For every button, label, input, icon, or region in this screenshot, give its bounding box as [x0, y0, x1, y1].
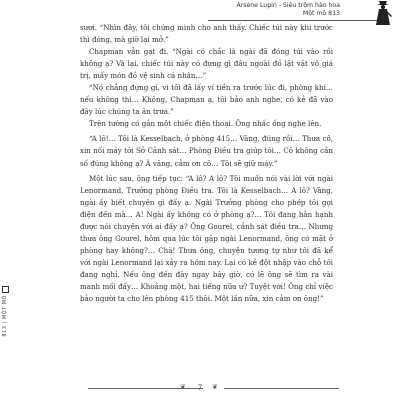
- spine-square-icon: [2, 286, 9, 293]
- paragraph: “A lô!… Tôi là Kesselbach, ở phòng 415… Vâng, đúng rồi… Thưa cô, xin nối máy tới Sở Cảnh sát… Phòng Điều tra giúp tôi… Cô không cần số đúng không ạ? À vâng, cảm ơn cô… Tôi sẽ giữ máy.”: [80, 134, 333, 168]
- ornament-icon: ❦: [180, 383, 186, 391]
- paragraph: Chapman vẫn gạt đi. “Ngài có chắc là ngài đã đóng túi vào rồi không ạ? Và lại, chiếc túi này có đựng gì đâu ngoài đồ lặt vặt vô giá trị, mấy món đồ vệ sinh cá nhân…”: [80, 47, 333, 81]
- page-number: 7: [197, 384, 203, 392]
- spine-tag: [2, 286, 10, 344]
- paragraph: Trên tường có gắn một chiếc điện thoại. Ông nhấc ống nghe lên.: [89, 119, 322, 129]
- running-header: [236, 2, 374, 18]
- header-series: Arsène Lupin - Siêu trộm hào hoa: [236, 2, 340, 9]
- footer-rule-right: [224, 388, 339, 389]
- header-rule: [208, 20, 378, 21]
- spine-text: 813 | MỘT MÔ: [2, 295, 8, 337]
- page-footer: [0, 384, 400, 394]
- ornament-icon: ❦: [212, 383, 218, 391]
- silhouette-icon: [370, 0, 396, 26]
- paragraph: “Nó chẳng đựng gì, vì tôi đã lấy ví tiền ra trước lúc đi, phòng khi… nếu không thì… Không, Chapman ạ, tôi bảo anh nghe, có kẻ đã vào đây lúc chúng ta ăn trưa.”: [80, 83, 333, 117]
- body-text: [80, 22, 333, 305]
- header-title: Một mô 813: [302, 10, 340, 17]
- paragraph: Một lúc sau, ông tiếp tục: “A lô? A lô? Tôi muốn nói vài lời với ngài Lenormand, Trưởng phòng Điều tra. Tôi là Kesselbach… A lô? Vâng, ngài ấy biết chuyện gì đấy ạ. Ngài Trưởng phòng cho phép tôi gọi điện đến mà… A! Ngài ấy không có ở phòng ạ?… Tôi đang hân hạnh được nói chuyện với ai đấy ạ? Ông Gourel, cảnh sát điều tra… Nhưng thưa ông Gourel, hôm qua lúc tôi gặp ngài Lenormand, ông có mặt ở phòng hay không?… Chà! Thưa ông, chuyện tương tự như tôi đã kể với ngài Lenormand lại xảy ra hôm nay. Lại có kẻ đột nhập vào chỗ tôi đang nghỉ. Nếu ông đến đây ngay bây giờ, có lẽ ông sẽ tìm ra vài manh mối đấy… Khoảng một, hai tiếng nữa ư? Tuyệt vời! Ông chỉ việc bảo người ta cho lên phòng 415 thôi. Một lần nữa, xin cảm ơn ông!”: [80, 173, 333, 304]
- paragraph: sươi. “Nhìn đây, tôi chứng minh cho anh thấy. Chiếc túi này khi trước thì đóng, mà giờ lại mở.”: [80, 23, 333, 45]
